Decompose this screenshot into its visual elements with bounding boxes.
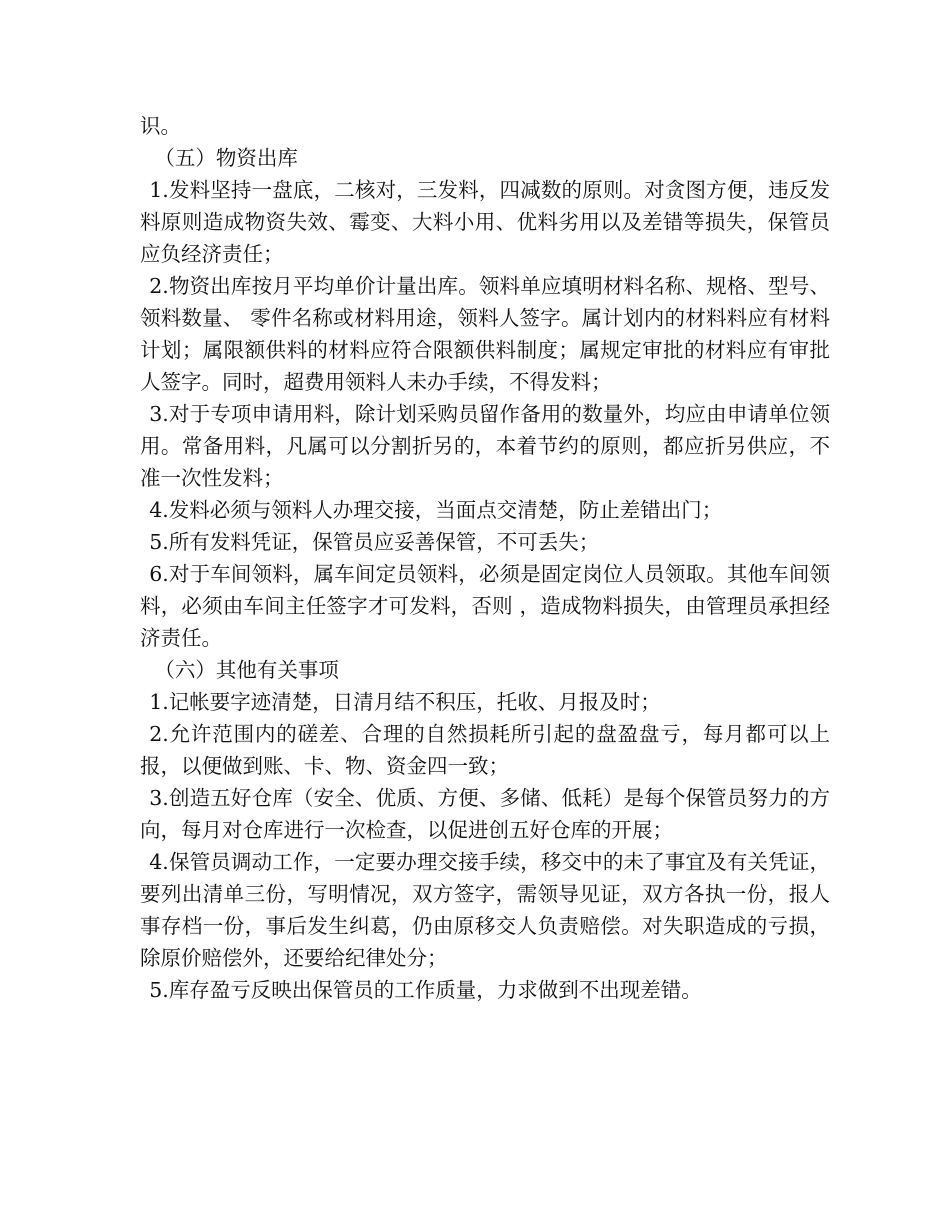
list-item: 1.记帐要字迹清楚，日清月结不积压，托收、月报及时； bbox=[149, 690, 661, 714]
list-item: 1.发料坚持一盘底，二核对，三发料，四减数的原则。对贪图方便，违反发料原则造成物资失效、霉变、大料小用、优料劣用以及差错等损失，保管员应负经济责任； bbox=[140, 178, 830, 266]
paragraph-continuation: 识。 bbox=[140, 114, 181, 138]
list-item: 5.所有发料凭证，保管员应妥善保管，不可丢失； bbox=[149, 530, 600, 554]
list-item: 2.允许范围内的磋差、合理的自然损耗所引起的盘盈盘亏，每月都可以上报，以便做到账、卡、物、资金四一致； bbox=[140, 722, 830, 778]
list-item: 6.对于车间领料，属车间定员领料，必须是固定岗位人员领取。其他车间领料，必须由车间主任签字才可发料，否则 ，造成物料损失，由管理员承担经济责任。 bbox=[140, 562, 830, 650]
section-heading-outbound: （五）物资出库 bbox=[154, 146, 298, 170]
list-item: 5.库存盈亏反映出保管员的工作质量，力求做到不出现差错。 bbox=[149, 978, 702, 1002]
list-item: 3.创造五好仓库（安全、优质、方便、多储、低耗）是每个保管员努力的方向，每月对仓库进行一次检查，以促进创五好仓库的开展； bbox=[140, 786, 830, 842]
list-item: 2.物资出库按月平均单价计量出库。领料单应填明材料名称、规格、型号、领料数量、 零件名称或材料用途，领料人签字。属计划内的材料料应有材料计划；属限额供料的材料应符合限额供料制度；属规定审批的材料应有审批人签字。同时，超费用领料人未办手续，不得发料； bbox=[140, 274, 830, 394]
list-item: 4.保管员调动工作，一定要办理交接手续，移交中的未了事宜及有关凭证，要列出清单三份，写明情况，双方签字，需领导见证，双方各执一份，报人事存档一份，事后发生纠葛，仍由原移交人负责赔偿。对失职造成的亏损，除原价赔偿外，还要给纪律处分； bbox=[140, 850, 830, 970]
section-heading-other-matters: （六）其他有关事项 bbox=[154, 658, 339, 682]
document-body bbox=[140, 110, 830, 1006]
list-item: 3.对于专项申请用料，除计划采购员留作备用的数量外，均应由申请单位领用。常备用料，凡属可以分割折另的，本着节约的原则，都应折另供应，不准一次性发料； bbox=[140, 402, 830, 490]
list-item: 4.发料必须与领料人办理交接，当面点交清楚，防止差错出门； bbox=[149, 498, 723, 522]
